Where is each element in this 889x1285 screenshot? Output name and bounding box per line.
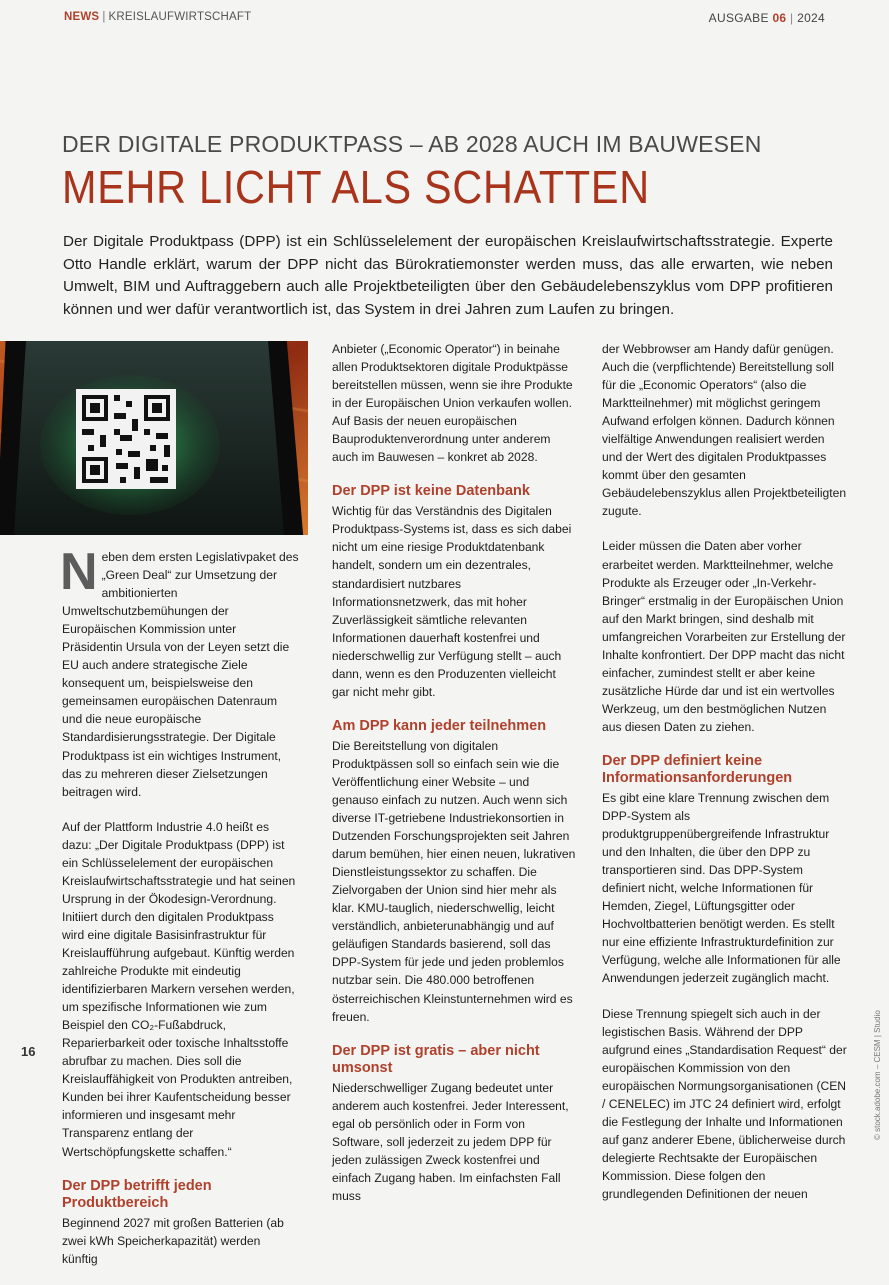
issue-year: 2024 xyxy=(797,11,825,25)
paragraph: der Webbrowser am Handy dafür genügen. Auch die (verpflichtende) Bereitstellung soll für die „Economic Operators“ (also die Marktteilnehmer) mit möglichst geringem Aufwand erfolgen können. Dadurch können vielfältige Anwendungen realisiert werden und der Wert des digitalen Produktpasses kommt über den gesamten Gebäudelebenszyklus allen Projektbeteiligten zugute. xyxy=(602,342,847,519)
subheading: Der DPP ist keine Datenbank xyxy=(332,483,530,500)
paragraph: Anbieter („Economic Operator“) in beinahe allen Produktsektoren digitale Produktpässe bereitstellen müssen, wenn sie ihre Produkte in der Europäischen Union verkaufen wollen. Auf Basis der neuen europäischen Bauproduktenverordnung unter anderem auch im Bauwesen – konkret ab 2028. xyxy=(332,342,573,465)
page-number: 16 xyxy=(21,1044,36,1059)
section-header xyxy=(64,11,251,23)
subheading: Der DPP betrifft jeden Produktbereich xyxy=(62,1177,212,1211)
subheading: Der DPP definiert keine Informationsanforderungen xyxy=(602,752,793,786)
article-column-3 xyxy=(602,340,848,1220)
article-headline: MEHR LICHT ALS SCHATTEN xyxy=(62,161,650,213)
hero-image-smartphone-qr xyxy=(0,341,308,535)
article-column-1 xyxy=(60,543,299,1285)
section-label: KREISLAUFWIRTSCHAFT xyxy=(108,11,252,23)
paragraph xyxy=(60,543,299,801)
issue-prefix: AUSGABE xyxy=(708,11,769,25)
paragraph: Es gibt eine klare Trennung zwischen dem DPP-System als produktgruppenübergreifende Infrastruktur und den Inhalten, die über den DPP zu transportieren sind. Das DPP-System definiert nicht, welche Informationen für Hemden, Ziegel, Lüftungsgitter oder Hochvoltbatterien benötigt werden. Es stellt nur eine effiziente Infrastrukturdefinition zur Verfügung, welche alle Informationen für alle Anwendungen jederzeit zugänglich macht. xyxy=(602,790,841,986)
image-credit: © stock.adobe.com – CESM | Studio xyxy=(873,1010,882,1140)
issue-number: 06 xyxy=(772,11,787,25)
article-lede: Der Digitale Produktpass (DPP) ist ein Schlüsselelement der europäischen Kreislaufwirtschaftsstrategie. Experte Otto Handle erklärt, warum der DPP nicht das Bürokratiemonster werden muss, das alle erwarten, wie neben Umwelt, BIM und Auftraggebern auch alle Projektbeteiligten über den Gebäudelebenszyklus vom DPP profitieren können und wer dafür verantwortlich ist, das System in drei Jahren zum Laufen zu bringen. xyxy=(63,233,833,318)
qr-code-icon xyxy=(76,389,176,489)
paragraph: Leider müssen die Daten aber vorher erarbeitet werden. Marktteilnehmer, welche Produkte als Erzeuger oder „In-Verkehr-Bringer“ erstmalig in der Europäischen Union auf den Markt bringen, sind deshalb mit umfangreichen Vorarbeiten zur Erstellung der Inhalte konfrontiert. Der DPP macht das nicht einfacher, zumindest stellt er aber keine zusätzliche Hürde dar und ist ein wertvolles Werkzeug, um den bestmöglichen Nutzen aus diesen Daten zu ziehen. xyxy=(602,539,846,734)
paragraph: Diese Trennung spiegelt sich auch in der legistischen Basis. Während der DPP aufgrund eines „Standardisation Request“ der europäischen Kommission von den europäischen Normungsorganisationen (CEN / CENELEC) im JTC 24 definiert wird, erfolgt die Festlegung der Inhalte und Informationen auf ganz anderer Ebene, üblicherweise durch delegierte Rechtsakte der Europäischen Kommission. Diese folgen den grundlegenden Definitionen der neuen xyxy=(602,1006,847,1201)
paragraph: Beginnend 2027 mit großen Batterien (ab zwei kWh Speicherkapazität) werden künftig xyxy=(62,1215,284,1266)
dropcap: N xyxy=(60,543,98,601)
header-separator: | xyxy=(102,11,106,23)
subheading: Am DPP kann jeder teilnehmen xyxy=(332,717,547,734)
smartphone-qr-illustration xyxy=(0,341,308,535)
paragraph: Niederschwelliger Zugang bedeutet unter anderem auch kostenfrei. Jeder Interessent, egal ob persönlich oder in Form von Software, soll jederzeit zu jedem DPP für jeden zulässigen Zweck kostenfrei und einfach Zugang haben. Im einfachsten Fall muss xyxy=(332,1080,569,1203)
article-column-2 xyxy=(332,340,576,1222)
issue-info xyxy=(709,11,825,25)
subheading: Der DPP ist gratis – aber nicht umsonst xyxy=(332,1042,540,1076)
paragraph-text: eben dem ersten Legislativpaket des „Green Deal“ zur Umsetzung der ambitionierten Umweltschutzbemühungen der Europäischen Kommission unter Präsidentin Ursula von der Leyen setzt die EU auch andere strategische Ziele konsequent um, beispielsweise den gemeinsamen europäischen Datenraum und die neue europäische Standardisierungsstrategie. Der Digitale Produktpass ist ein wichtiges Instrument, das zu mehreren dieser Zielsetzungen beitragen wird. xyxy=(62,550,299,799)
paragraph: Auf der Plattform Industrie 4.0 heißt es dazu: „Der Digitale Produktpass (DPP) ist ein Schlüsselelement der europäischen Kreislaufwirtschaftsstrategie und hat seinen Ursprung in der Ökodesign-Verordnung. Initiiert durch den digitalen Produktpass wird eine digitale Basisinfrastruktur für Kreislaufführung aufgebaut. Künftig werden zahlreiche Produkte mit eindeutig identifizierbaren Markern versehen werden, um spezifische Informationen wie zum Beispiel den CO₂-Fußabdruck, Reparierbarkeit oder toxische Inhaltsstoffe abrufbar zu machen. Dies soll die Kreislauffähigkeit von Produkten antreiben, Kunden bei ihrer Kaufentscheidung besser informieren und insgesamt mehr Transparenz entlang der Wertschöpfungskette schaffen.“ xyxy=(62,819,296,1159)
paragraph: Wichtig für das Verständnis des Digitalen Produktpass-Systems ist, dass es sich dabei nicht um eine riesige Produktdatenbank handelt, sondern um ein dezentrales, standardisiert nutzbares Informationsnetzwerk, das mit hoher Zuverlässigkeit sämtliche relevanten Informationen dauerhaft kostenfrei und niederschwellig zur Verfügung stellt – auch dann, wenn es den Produzenten vielleicht gar nicht mehr gibt. xyxy=(332,504,572,699)
article-overline: DER DIGITALE PRODUKTPASS – AB 2028 AUCH IM BAUWESEN xyxy=(62,131,762,157)
paragraph: Die Bereitstellung von digitalen Produktpässen soll so einfach sein wie die Veröffentlichung einer Website – und genauso einfach zu nutzen. Auch wenn sich diverse IT-getriebene Industriekonsortien in Dutzenden Forschungsprojekten seit Jahren darum bemühen, hier einen neuen, lukrativen Dienstleistungssektor zu schaffen. Die Zielvorgaben der Union sind hier mehr als klar. KMU-tauglich, niederschwellig, leicht verständlich, anbieterunabhängig und auf geläufigen Standards basierend, soll das DPP-System für jede und jeden problemlos nutzbar sein. Die 480.000 betroffenen österreichischen Kleinstunternehmen wird es freuen. xyxy=(332,738,576,1024)
issue-separator: | xyxy=(790,11,794,25)
news-label: NEWS xyxy=(64,11,100,23)
